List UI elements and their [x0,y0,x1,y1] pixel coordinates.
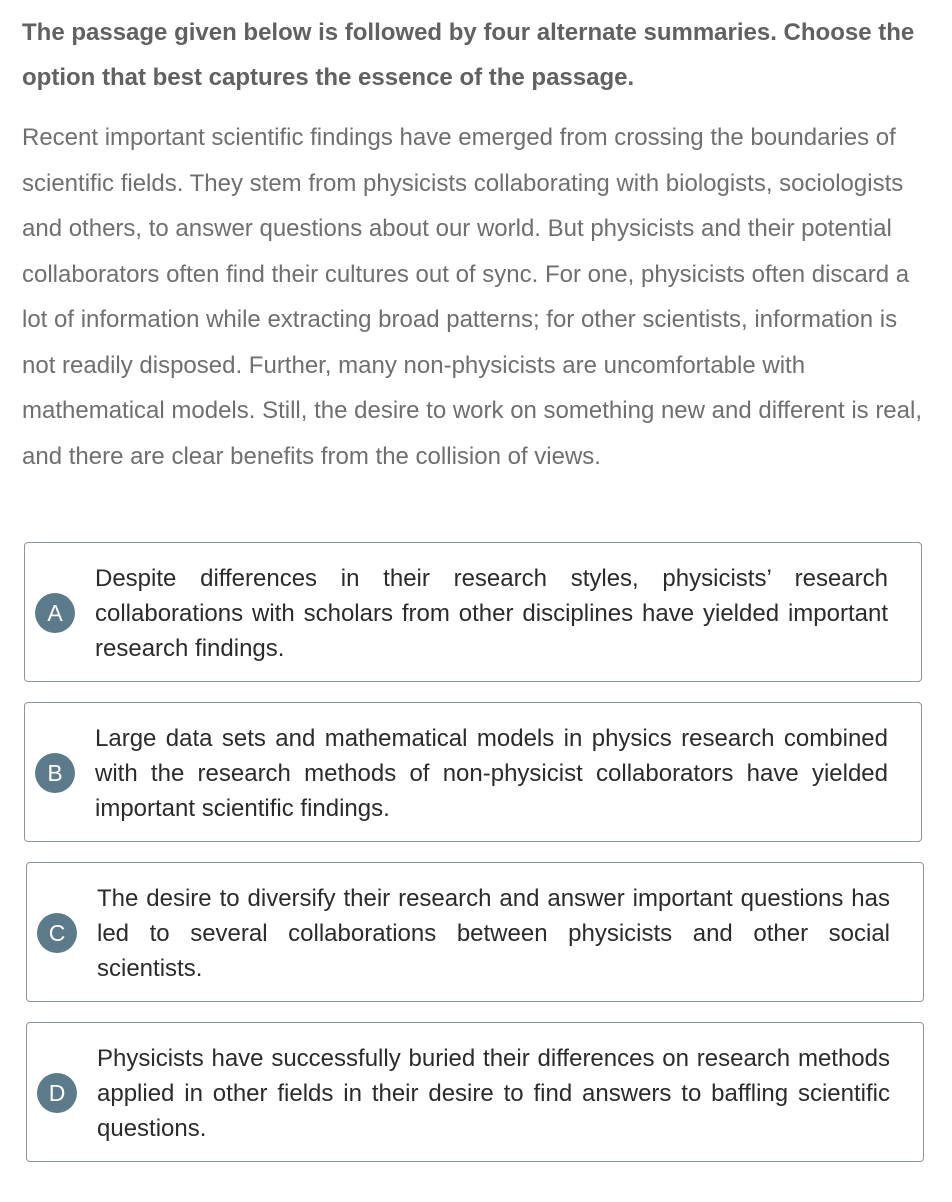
option-c-letter-badge: C [37,913,77,953]
option-c[interactable] [26,862,924,1002]
option-d-letter-badge: D [37,1073,77,1113]
passage-text: Recent important scientific findings have emerged from crossing the boundaries of scientific fields. They stem from physicists collaborating with biologists, sociologists and others, to answer questions about our world. But physicists and their potential collaborators often find their cultures out of sync. For one, physicists often discard a lot of information while extracting broad patterns; for other scientists, information is not readily disposed. Further, many non-physicists are uncomfortable with mathematical models. Still, the desire to work on something new and different is real, and there are clear benefits from the collision of views. [22,124,922,470]
option-a-letter-badge: A [35,593,75,633]
option-d-text: Physicists have successfully buried their differences on research methods applied in other fields in their desire to find answers to baffling scientific questions. [97,1045,890,1142]
option-c-text: The desire to diversify their research and answer important questions has led to several collaborations between physicists and other social scientists. [97,885,890,982]
question-prompt: The passage given below is followed by four alternate summaries. Choose the option that best captures the essence of the passage. [22,19,915,91]
option-a[interactable] [24,542,922,682]
option-b[interactable] [24,702,922,842]
option-d[interactable] [26,1022,924,1162]
option-a-text: Despite differences in their research styles, physicists’ research collaborations with scholars from other disciplines have yielded important research findings. [95,565,888,662]
option-b-letter-badge: B [35,753,75,793]
option-b-text: Large data sets and mathematical models in physics research combined with the research methods of non-physicist collaborators have yielded important scientific findings. [95,725,888,822]
